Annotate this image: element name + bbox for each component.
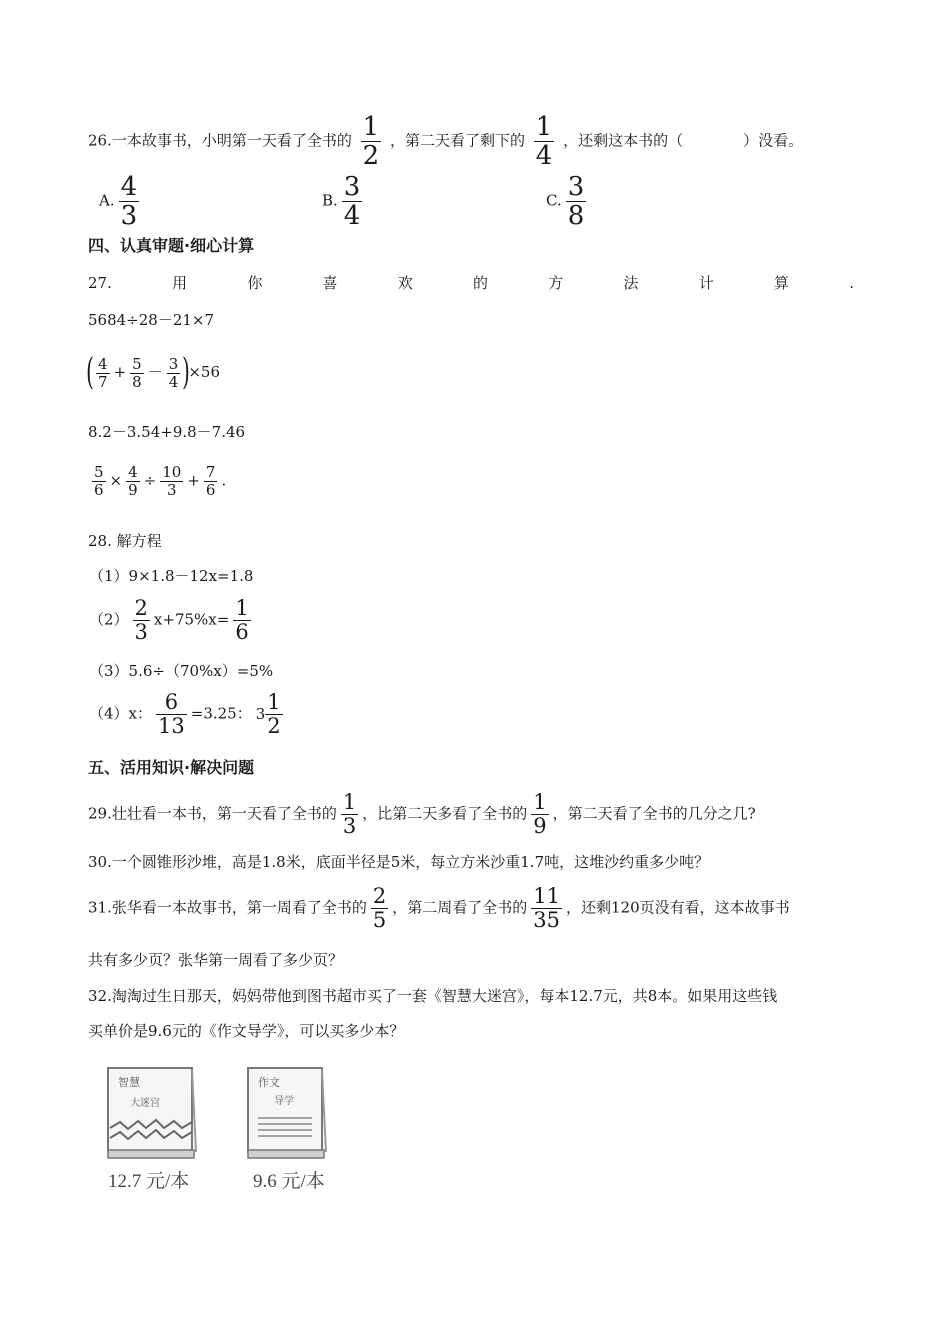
book-zhihui-illustration [104,1066,200,1160]
q26-text-mid: ，第二天看了剩下的 [389,131,525,150]
book-2-title-1: 作文 [258,1076,280,1089]
q26-text-post: ，还剩这本书的（ ）没看。 [563,131,804,150]
q26-option-a[interactable]: A. $\frac{4}{3}$ [99,172,138,231]
q29-line: 29.壮壮看一本书，第一天看了全书的 $\frac{1}{3}$ ，比第二天多看了全书的 $\frac{1}{9}$ ，第二天看了全书的几分之几? [88,790,756,838]
book-1-title-1: 智慧 [118,1076,140,1089]
q26-option-c[interactable]: C. $\frac{3}{8}$ [546,172,585,231]
section-4-heading: 四、认真审题·细心计算 [88,236,255,255]
q32-line-1: 32.淘淘过生日那天，妈妈带他到图书超市买了一套《智慧大迷宫》，每本12.7元，共8本。如果用这些钱 [88,987,778,1005]
q28-part-2: （2） $\frac{2}{3}$ x+75%x= $\frac{1}{6}$ [89,596,249,644]
q32-line-2: 买单价是9.6元的《作文导学》，可以买多少本？ [88,1022,405,1040]
book-zuowen-daoxue [244,1066,330,1164]
q26-fraction-2: $\frac{1}{4}$ [535,112,553,171]
q28-part-1: （1）9×1.8－12x=1.8 [89,567,254,585]
q30-line: 30.一个圆锥形沙堆，高是1.8米，底面半径是5米，每立方米沙重1.7吨，这堆沙约重多少吨？ [88,853,710,871]
q26-option-b[interactable]: B. $\frac{3}{4}$ [322,172,361,231]
q31-line-2: 共有多少页？张华第一周看了多少页？ [88,951,344,969]
q26-text-pre: 26.一本故事书，小明第一天看了全书的 [88,131,352,150]
q26-line [88,114,803,169]
q26-fraction-1: $\frac{1}{2}$ [362,112,380,171]
q28-part-3: （3）5.6÷（70%x）=5% [89,662,274,680]
q31-line-1: 31.张华看一本故事书，第一周看了全书的 $\frac{2}{5}$ ，第二周看了全书的 $\frac{11}{35}$ ，还剩120页没有看，这本故事书 [88,884,790,932]
q27-expression-2: ( $\frac{4}{7}$ + $\frac{5}{8}$ － $\frac{3}{4}$ )×56 [86,352,220,393]
book-zhihui-damigong [104,1066,200,1164]
q27-expression-1: 5684÷28－21×7 [88,311,215,329]
q27-expression-3: 8.2－3.54+9.8－7.46 [88,423,246,441]
book-2-price: 9.6 元/本 [253,1171,325,1192]
q26-option-b-fraction: $\frac{3}{4}$ [343,172,361,231]
book-2-title-2: 导学 [274,1096,294,1107]
book-1-title-2: 大迷宫 [130,1098,160,1109]
section-5-heading: 五、活用知识·解决问题 [88,758,255,777]
q27-title: 27. 用 你 喜 欢 的 方 法 计 算 . [88,274,854,292]
book-1-price: 12.7 元/本 [108,1171,190,1192]
q27-expression-4: $\frac{5}{6}$ × $\frac{4}{9}$ ÷ $\frac{10}{3}$ + $\frac{7}{6}$ . [94,463,227,499]
book-zuowen-illustration [244,1066,330,1160]
q26-option-a-fraction: $\frac{4}{3}$ [120,172,138,231]
q26-option-c-fraction: $\frac{3}{8}$ [567,172,585,231]
q28-title: 28. 解方程 [88,532,162,550]
q28-part-4: （4）x： $\frac{6}{13}$ =3.25： 3 $\frac{1}{2}$ [89,690,281,738]
